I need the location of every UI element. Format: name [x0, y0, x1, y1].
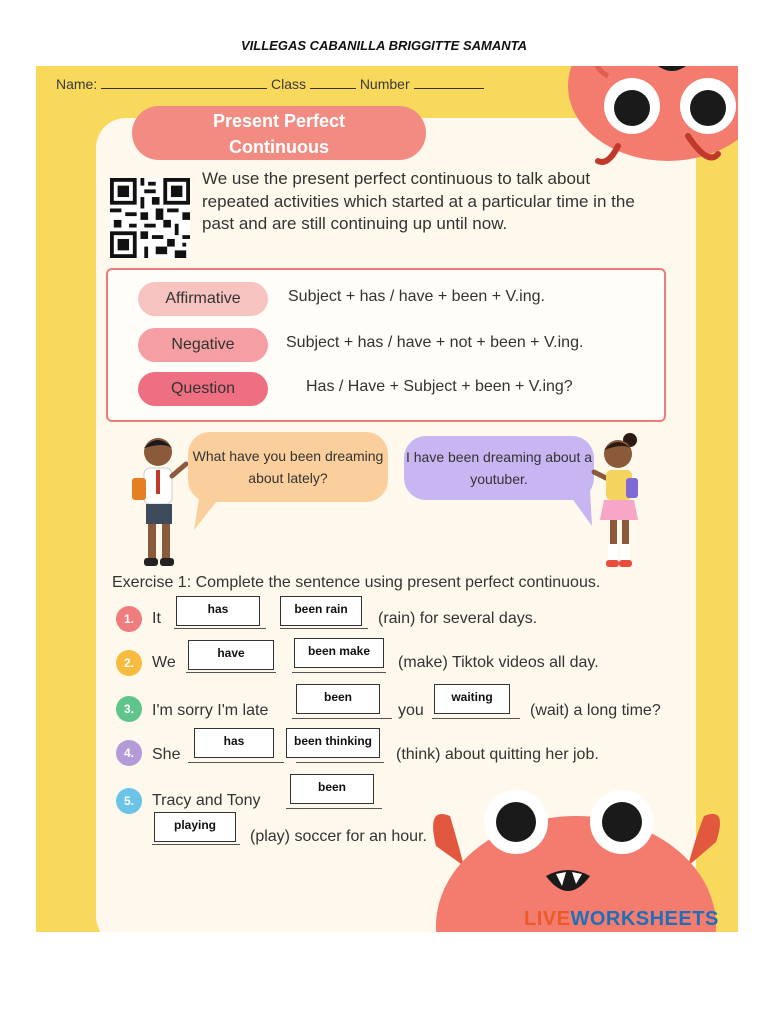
name-class-number-line — [56, 76, 484, 92]
answer-field[interactable]: playing — [154, 812, 236, 842]
question-number: 5. — [116, 788, 142, 814]
class-blank[interactable] — [310, 77, 356, 89]
answer-blank — [186, 672, 276, 673]
question-number: 1. — [116, 606, 142, 632]
question-number: 2. — [116, 650, 142, 676]
brand-rest: WORKSHEETS — [570, 908, 719, 930]
answer-field[interactable]: have — [188, 640, 274, 670]
question-start: It — [152, 610, 161, 627]
student-name: VILLEGAS CABANILLA BRIGGITTE SAMANTA — [241, 38, 527, 53]
answer-field[interactable]: has — [194, 728, 274, 758]
worksheet — [36, 66, 738, 932]
rule-label: Question — [138, 372, 268, 406]
answer-blank — [432, 718, 520, 719]
question-start: Tracy and Tony — [152, 792, 261, 809]
rules-box — [106, 268, 666, 422]
rule-question — [108, 372, 664, 412]
question-start: I'm sorry I'm late — [152, 702, 269, 719]
question-hint: (rain) for several days. — [378, 610, 538, 627]
question-hint: (play) soccer for an hour. — [250, 828, 427, 845]
answer-field[interactable]: been rain — [280, 596, 362, 626]
number-blank[interactable] — [414, 77, 484, 89]
qr-code-icon — [108, 178, 192, 258]
rule-formula: Has / Have + Subject + been + V.ing? — [306, 378, 573, 395]
answer-blank — [286, 808, 382, 809]
question-hint: (wait) a long time? — [530, 702, 661, 719]
title-line-1: Present Perfect — [212, 111, 346, 131]
class-label: Class — [271, 76, 307, 92]
rule-label: Affirmative — [138, 282, 268, 316]
question-mid: you — [398, 702, 424, 719]
girl-illustration-icon — [586, 432, 650, 572]
rule-affirmative — [108, 282, 664, 322]
boy-speech-bubble: What have you been dreaming about lately? — [188, 432, 388, 502]
rule-formula: Subject + has / have + been + V.ing. — [288, 288, 545, 305]
exercise-title: Exercise 1: Complete the sentence using present perfect continuous. — [112, 574, 601, 591]
question-number: 3. — [116, 696, 142, 722]
number-label: Number — [359, 76, 410, 92]
question-hint: (think) about quitting her job. — [396, 746, 599, 763]
rule-negative — [108, 328, 664, 368]
answer-blank — [296, 762, 384, 763]
page-title — [132, 106, 426, 160]
answer-field[interactable]: has — [176, 596, 260, 626]
answer-blank — [152, 844, 240, 845]
intro-text: We use the present perfect continuous to talk about repeated activities which started at a particular time in the past and are still continuing up until now. — [202, 169, 635, 233]
answer-blank — [188, 762, 284, 763]
title-line-2: Continuous — [229, 137, 329, 157]
answer-field[interactable]: waiting — [434, 684, 510, 714]
boy-illustration-icon — [128, 434, 192, 572]
rule-formula: Subject + has / have + not + been + V.ing. — [286, 334, 584, 351]
question-hint: (make) Tiktok videos all day. — [398, 654, 599, 671]
boy-bubble-tail-icon — [194, 492, 234, 532]
liveworksheets-logo — [524, 908, 719, 931]
answer-blank — [292, 718, 392, 719]
brand-prefix: LIVE — [524, 908, 571, 930]
name-blank[interactable] — [101, 77, 267, 89]
answer-blank — [280, 628, 368, 629]
rule-label: Negative — [138, 328, 268, 362]
name-label: Name: — [56, 76, 98, 92]
question-start: We — [152, 654, 176, 671]
answer-blank — [174, 628, 266, 629]
answer-field[interactable]: been thinking — [286, 728, 380, 758]
question-start: She — [152, 746, 181, 763]
girl-speech-bubble: I have been dreaming about a youtuber. — [404, 436, 594, 500]
answer-field[interactable]: been — [296, 684, 380, 714]
question-number: 4. — [116, 740, 142, 766]
answer-field[interactable]: been make — [294, 638, 384, 668]
answer-blank — [292, 672, 386, 673]
answer-field[interactable]: been — [290, 774, 374, 804]
